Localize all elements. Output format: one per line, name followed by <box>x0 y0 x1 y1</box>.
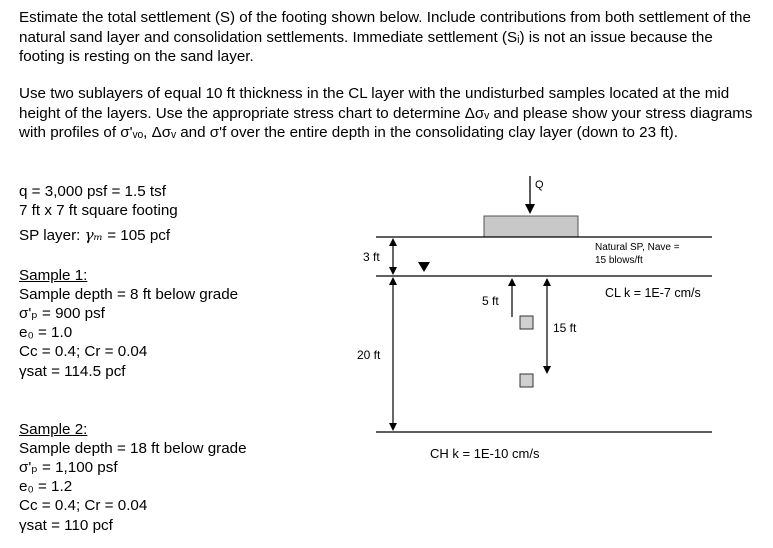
footing-size: 7 ft x 7 ft square footing <box>19 202 178 219</box>
problem-paragraph-2: Use two sublayers of equal 10 ft thickness in the CL layer with the undisturbed samples located at the mid height of the layers. Use the appropriate stress chart to determine Δσᵥ and please show your stress diagrams with profiles of σ'ᵥₒ, Δσᵥ and σ'f over the entire depth in the consolidating clay layer (down to 23 ft). <box>19 85 753 141</box>
load-label: Q <box>535 179 544 191</box>
problem-paragraph-1: Estimate the total settlement (S) of the footing shown below. Include contributions from both settlement of the natural sand layer and consolidation settlements. Immediate settlement (Sᵢ) is not an issue because the footing is resting on the sand layer. <box>19 9 751 65</box>
dim-3ft-arrow-up <box>389 238 397 246</box>
sp-layer-label-line2: 15 blows/ft <box>595 255 643 266</box>
sample1-unit-weight: γsat = 114.5 pcf <box>19 363 126 380</box>
sample1-box <box>520 316 533 329</box>
sample1-title: Sample 1: <box>19 267 88 284</box>
sample2-preconsolidation: σ'ₚ = 1,100 psf <box>19 459 118 476</box>
dim-20ft-arrow-up <box>389 277 397 285</box>
gamma-m-symbol: γₘ <box>84 226 103 244</box>
dim-5ft-label: 5 ft <box>482 294 499 308</box>
dim-3ft-arrow-down <box>389 267 397 275</box>
sp-prefix: SP layer: <box>19 227 85 244</box>
load-q: q = 3,000 psf = 1.5 tsf <box>19 183 166 200</box>
dim-20ft-label: 20 ft <box>357 348 381 362</box>
sample1-preconsolidation: σ'ₚ = 900 psf <box>19 305 105 322</box>
sample1-void-ratio: e₀ = 1.0 <box>19 324 73 341</box>
load-arrowhead <box>525 204 535 214</box>
sp-layer-label-line1: Natural SP, Nave = <box>595 242 680 253</box>
sample1-indices: Cc = 0.4; Cr = 0.04 <box>19 343 148 360</box>
footing <box>484 216 578 237</box>
sample2-box <box>520 374 533 387</box>
dim-15ft-arrow-up <box>543 278 551 286</box>
dim-3ft-label: 3 ft <box>363 250 380 264</box>
sample2-void-ratio: e₀ = 1.2 <box>19 478 73 495</box>
dim-15ft-arrow-down <box>543 366 551 374</box>
ch-layer-label: CH k = 1E-10 cm/s <box>430 446 540 461</box>
dim-5ft-arrow-up <box>508 278 516 286</box>
sample2-title: Sample 2: <box>19 421 88 438</box>
water-table-icon <box>418 262 430 272</box>
sample2-indices: Cc = 0.4; Cr = 0.04 <box>19 497 148 514</box>
dim-15ft-label: 15 ft <box>553 321 577 335</box>
dim-20ft-arrow-down <box>389 423 397 431</box>
sample1-depth: Sample depth = 8 ft below grade <box>19 286 239 303</box>
cl-layer-label: CL k = 1E-7 cm/s <box>605 286 701 300</box>
sample2-depth: Sample depth = 18 ft below grade <box>19 440 247 457</box>
sp-value: = 105 pcf <box>102 227 171 244</box>
sample2-unit-weight: γsat = 110 pcf <box>19 517 113 534</box>
